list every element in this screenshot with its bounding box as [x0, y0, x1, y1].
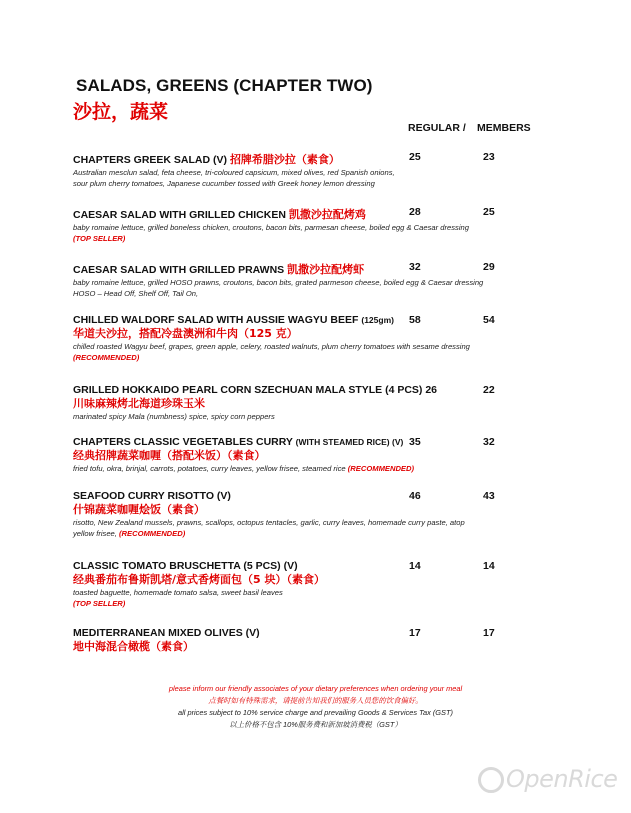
item-name: CHAPTERS GREEK SALAD (V) [73, 154, 228, 166]
top-seller-badge: (TOP SELLER) [73, 599, 126, 608]
item-name-chinese: 经典招牌蔬菜咖喱（搭配米饭）（素食） [73, 449, 266, 462]
openrice-watermark [478, 765, 617, 793]
recommended-badge: (RECOMMENDED) [347, 464, 415, 473]
item-name-chinese: 地中海混合橄榄（素食） [73, 640, 194, 653]
top-seller-badge: (TOP SELLER) [73, 234, 126, 243]
item-description: baby romaine lettuce, grilled HOSO prawns, croutons, bacon bits, grated parmeson cheese, boiled egg & Caesar dressing [73, 278, 484, 287]
item-description: toasted baguette, homemade tomato salsa, sweet basil leaves [73, 588, 283, 597]
item-description: sour plum cherry tomatoes, Japanese cucumber tossed with Greek honey lemon dressing [73, 179, 375, 188]
page-title: SALADS, GREENS (CHAPTER TWO) [76, 76, 373, 95]
item-description: fried tofu, okra, brinjal, carrots, potatoes, curry leaves, yellow frisee, steamed rice [73, 464, 346, 473]
dietary-note: please inform our friendly associates of your dietary preferences when ordering your meal [168, 684, 463, 693]
service-charge-note: all prices subject to 10% service charge and prevailing Goods & Services Tax (GST) [178, 708, 453, 717]
price-members: 17 [483, 627, 495, 639]
menu-item [73, 151, 553, 189]
page-title-chinese: 沙拉，蔬菜 [73, 101, 169, 123]
item-name: MEDITERRANEAN MIXED OLIVES (V) [73, 627, 260, 639]
price-members: 22 [483, 384, 495, 396]
item-name-chinese: 经典番茄布鲁斯凯塔/意式香烤面包（5 块）（素食） [73, 573, 325, 586]
menu-item [73, 314, 553, 363]
service-charge-note-chinese: 以上价格不包含 10%服务费和新加坡消费税（GST） [229, 720, 402, 729]
price-members: 14 [483, 560, 495, 572]
dietary-note-chinese: 点餐时如有特殊需求，请提前告知我们的服务人员您的饮食偏好。 [208, 696, 423, 705]
price-members: 29 [483, 261, 495, 273]
item-name: GRILLED HOKKAIDO PEARL CORN SZECHUAN MALA STYLE (4 PCS) 26 [73, 384, 438, 396]
menu-item [73, 436, 553, 474]
item-description: baby romaine lettuce, grilled boneless chicken, croutons, bacon bits, parmesan cheese, boiled egg & Caesar dressing [73, 223, 469, 232]
price-members: 25 [483, 206, 495, 218]
price-regular: 46 [409, 490, 421, 502]
item-name: CLASSIC TOMATO BRUSCHETTA (5 PCS) (V) [73, 560, 298, 572]
price-regular: 25 [409, 151, 421, 163]
recommended-badge: (RECOMMENDED) [119, 529, 186, 538]
item-name: CHILLED WALDORF SALAD WITH AUSSIE WAGYU BEEF [73, 314, 359, 326]
price-members: 23 [483, 151, 495, 163]
price-members: 54 [483, 314, 495, 326]
price-regular: 58 [409, 314, 421, 326]
openrice-logo-icon [478, 767, 504, 793]
recommended-badge: (RECOMMENDED) [73, 353, 140, 362]
item-name-chinese: 华道夫沙拉，搭配冷盘澳洲和牛肉（125 克） [73, 327, 298, 340]
watermark-text: OpenRice [506, 765, 618, 793]
column-header-regular: REGULAR / [408, 122, 466, 134]
item-description: HOSO – Head Off, Shelf Off, Tail On, [73, 289, 199, 298]
item-name-chinese: 凯撒沙拉配烤鸡 [288, 208, 366, 221]
price-regular: 32 [409, 261, 421, 273]
item-description: Australian mesclun salad, feta cheese, tri-coloured capsicum, mixed olives, red Spanish onions, [73, 168, 395, 177]
item-name: SEAFOOD CURRY RISOTTO (V) [73, 490, 231, 502]
item-weight-note: (125gm) [361, 315, 394, 325]
price-members: 43 [483, 490, 495, 502]
price-regular: 28 [409, 206, 421, 218]
price-members: 32 [483, 436, 495, 448]
item-note: (WITH STEAMED RICE) (V) [295, 437, 404, 447]
menu-item [73, 560, 553, 609]
item-name: CHAPTERS CLASSIC VEGETABLES CURRY [73, 436, 293, 448]
item-description: chilled roasted Wagyu beef, grapes, green apple, celery, roasted walnuts, plum cherry tomatoes with sesame dressing [73, 342, 470, 351]
price-regular: 17 [409, 627, 421, 639]
column-header-members: MEMBERS [477, 122, 531, 134]
menu-item [73, 206, 553, 244]
item-name: CAESAR SALAD WITH GRILLED PRAWNS [73, 264, 285, 276]
item-name-chinese: 凯撒沙拉配烤虾 [287, 263, 365, 276]
item-description: risotto, New Zealand mussels, prawns, scallops, octopus tentacles, garlic, curry leaves, homemade curry paste, atop [73, 518, 465, 527]
menu-item [73, 627, 553, 654]
price-regular: 35 [409, 436, 421, 448]
menu-item [73, 384, 553, 422]
item-name-chinese: 什锦蔬菜咖喱烩饭（素食） [73, 503, 205, 516]
item-name-chinese: 川味麻辣烤北海道珍珠玉米 [73, 397, 205, 410]
menu-item [73, 261, 553, 299]
menu-item [73, 490, 553, 539]
item-description: yellow frisee, [73, 529, 117, 538]
footer-notes [0, 683, 631, 731]
price-regular: 14 [409, 560, 421, 572]
item-name-chinese: 招牌希腊沙拉（素食） [229, 153, 340, 166]
item-name: CAESAR SALAD WITH GRILLED CHICKEN [73, 209, 286, 221]
item-description: marinated spicy Mala (numbness) spice, spicy corn peppers [73, 412, 275, 421]
